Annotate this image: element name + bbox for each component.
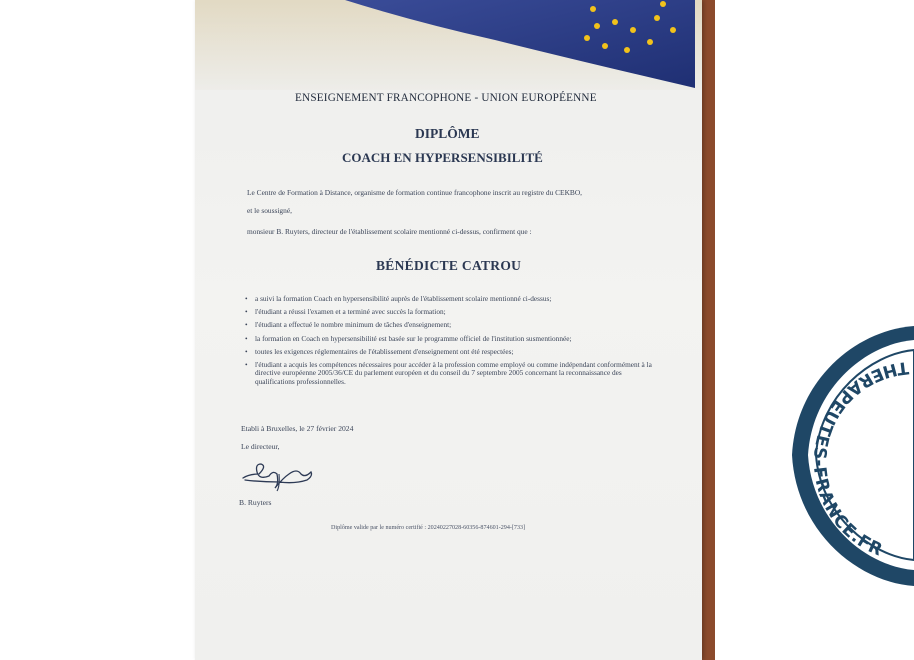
therapeutes-seal xyxy=(786,320,914,590)
eu-flag-banner xyxy=(195,0,702,90)
certificate-number: Diplôme valide par le numéro certifié : 20240227028-60356-874601-294-[733] xyxy=(331,525,526,531)
intro-undersigned: et le soussigné, xyxy=(247,206,292,215)
attestation-item: • la formation en Coach en hypersensibilité est basée sur le programme officiel de l'institution susmentionnée; xyxy=(245,335,655,343)
handwritten-signature xyxy=(239,456,319,494)
diploma-subtitle: COACH EN HYPERSENSIBILITÉ xyxy=(342,150,543,165)
director-label: Le directeur, xyxy=(241,442,280,451)
seal-text: THERAPEUTES-FRANCE.FR xyxy=(808,357,910,561)
place-date: Etabli à Bruxelles, le 27 février 2024 xyxy=(241,424,354,433)
attestation-item: • l'étudiant a acquis les compétences nécessaires pour accéder à la profession comme employé ou comme indépendant conformément à la directive européenne 2005/36/CE du parlement européen et du conseil du 7 septembre 2005 concernant la reconnaissance des qualifications professionnelles. xyxy=(245,361,655,386)
attestation-item: • a suivi la formation Coach en hypersensibilité auprès de l'établissement scolaire mentionné ci-dessus; xyxy=(245,295,655,303)
attestation-item: • l'étudiant a effectué le nombre minimum de tâches d'enseignement; xyxy=(245,321,655,329)
intro-director: monsieur B. Ruyters, directeur de l'établissement scolaire mentionné ci-dessus, confirment que : xyxy=(247,227,532,236)
attestation-item: • l'étudiant a réussi l'examen et a terminé avec succès la formation; xyxy=(245,308,655,316)
attestation-list xyxy=(245,295,655,391)
diploma-header: ENSEIGNEMENT FRANCOPHONE - UNION EUROPÉENNE xyxy=(295,92,597,104)
attestation-item: • toutes les exigences réglementaires de l'établissement d'enseignement ont été respectées; xyxy=(245,348,655,356)
intro-paragraph: Le Centre de Formation à Distance, organisme de formation continue francophone inscrit au registre du CEKBO, xyxy=(247,188,583,197)
diploma-sheet xyxy=(195,0,702,660)
diploma-title: DIPLÔME xyxy=(415,126,480,141)
signer-name: B. Ruyters xyxy=(239,498,272,507)
recipient-name: BÉNÉDICTE CATROU xyxy=(376,258,522,273)
